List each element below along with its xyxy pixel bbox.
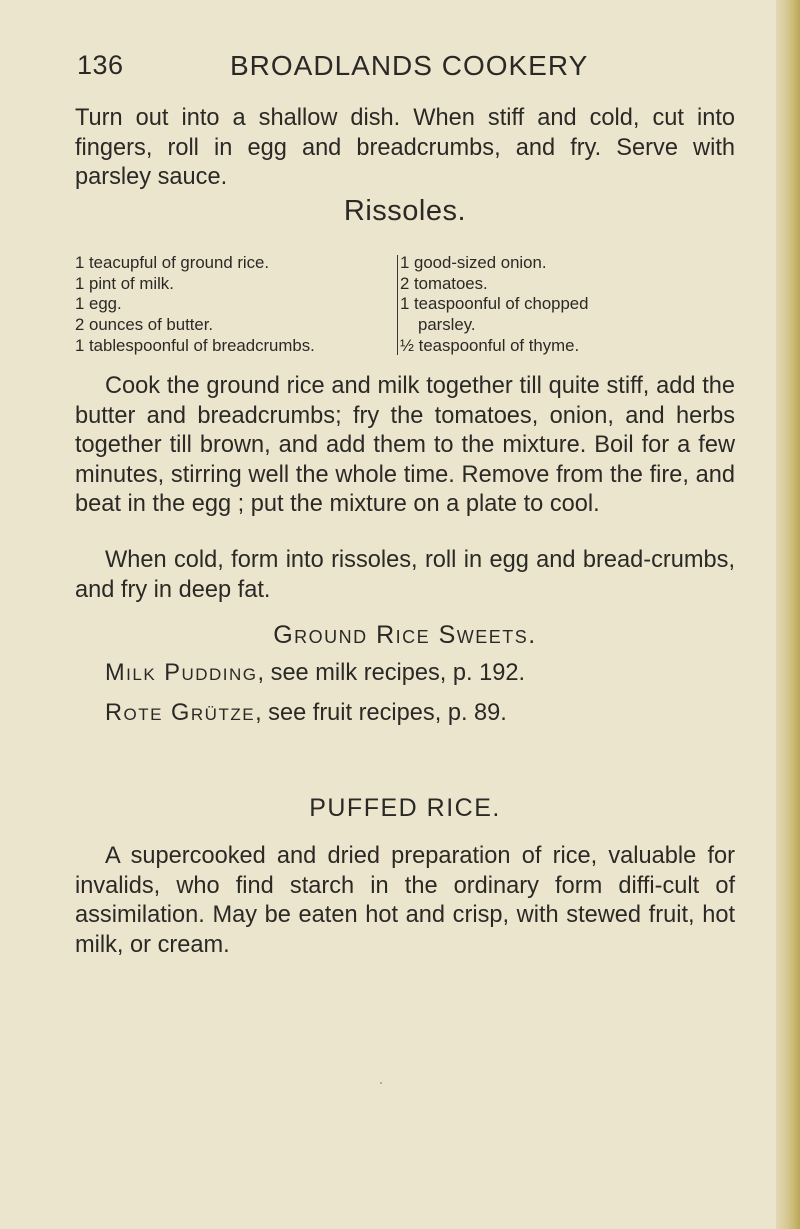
ingredient-item: 1 pint of milk. — [75, 273, 174, 293]
ingredient-item: ½ teaspoonful of thyme. — [400, 335, 580, 355]
ingredient-item: parsley. — [418, 315, 476, 335]
ingredients-right-column — [400, 253, 735, 357]
ingredient-item: 1 tablespoonful of breadcrumbs. — [75, 335, 315, 355]
ingredient-item: 1 teacupful of ground rice. — [75, 253, 270, 272]
ground-rice-sweets-title: Ground Rice Sweets. — [273, 621, 537, 649]
page-edge-shadow — [776, 0, 800, 1229]
reference-name: Milk Pudding — [105, 660, 258, 686]
page-header — [75, 50, 735, 94]
puffed-rice-title: PUFFED RICE. — [309, 794, 501, 822]
puffed-rice-paragraph: A supercooked and dried preparation of rice, valuable for invalids, who find starch in the ordinary form diffi-cult of assimilation. May be eaten hot and crisp, with stewed fruit, hot milk, or cream. — [75, 843, 735, 958]
reference-text: , see milk recipes, p. 192. — [257, 660, 526, 686]
rissoles-title: Rissoles. — [343, 195, 467, 227]
intro-paragraph: Turn out into a shallow dish. When stiff and cold, cut into fingers, roll in egg and breadcrumbs, and fry. Serve with parsley sauce. — [75, 105, 735, 191]
reference-name: Rote Grütze — [105, 700, 256, 726]
reference-text: , see fruit recipes, p. 89. — [255, 700, 507, 726]
ingredient-item: 1 egg. — [75, 294, 122, 314]
ingredients-left-column — [75, 253, 393, 357]
paper-speck — [380, 1082, 382, 1084]
rissoles-method-1: Cook the ground rice and milk together till quite stiff, add the butter and breadcrumbs; fry the tomatoes, onion, and herbs together till brown, and add them to the mixture. Boil for a few minutes, stirring well the whole time. Remove from the fire, and beat in the egg ; put the mixture on a plate to cool. — [75, 373, 735, 518]
running-head: BROADLANDS COOKERY — [230, 50, 589, 81]
reference-rote-grutze — [105, 700, 725, 727]
column-divider — [397, 255, 398, 355]
ingredient-item: 2 tomatoes. — [400, 273, 488, 293]
reference-milk-pudding — [105, 660, 725, 687]
rissoles-method-2: When cold, form into rissoles, roll in egg and bread-crumbs, and fry in deep fat. — [75, 547, 735, 603]
ingredients-list — [75, 253, 745, 357]
page-number: 136 — [77, 50, 124, 80]
ingredient-item: 1 good-sized onion. — [400, 253, 547, 272]
ingredient-item: 1 teaspoonful of chopped — [400, 294, 589, 314]
ingredient-item: 2 ounces of butter. — [75, 315, 214, 335]
